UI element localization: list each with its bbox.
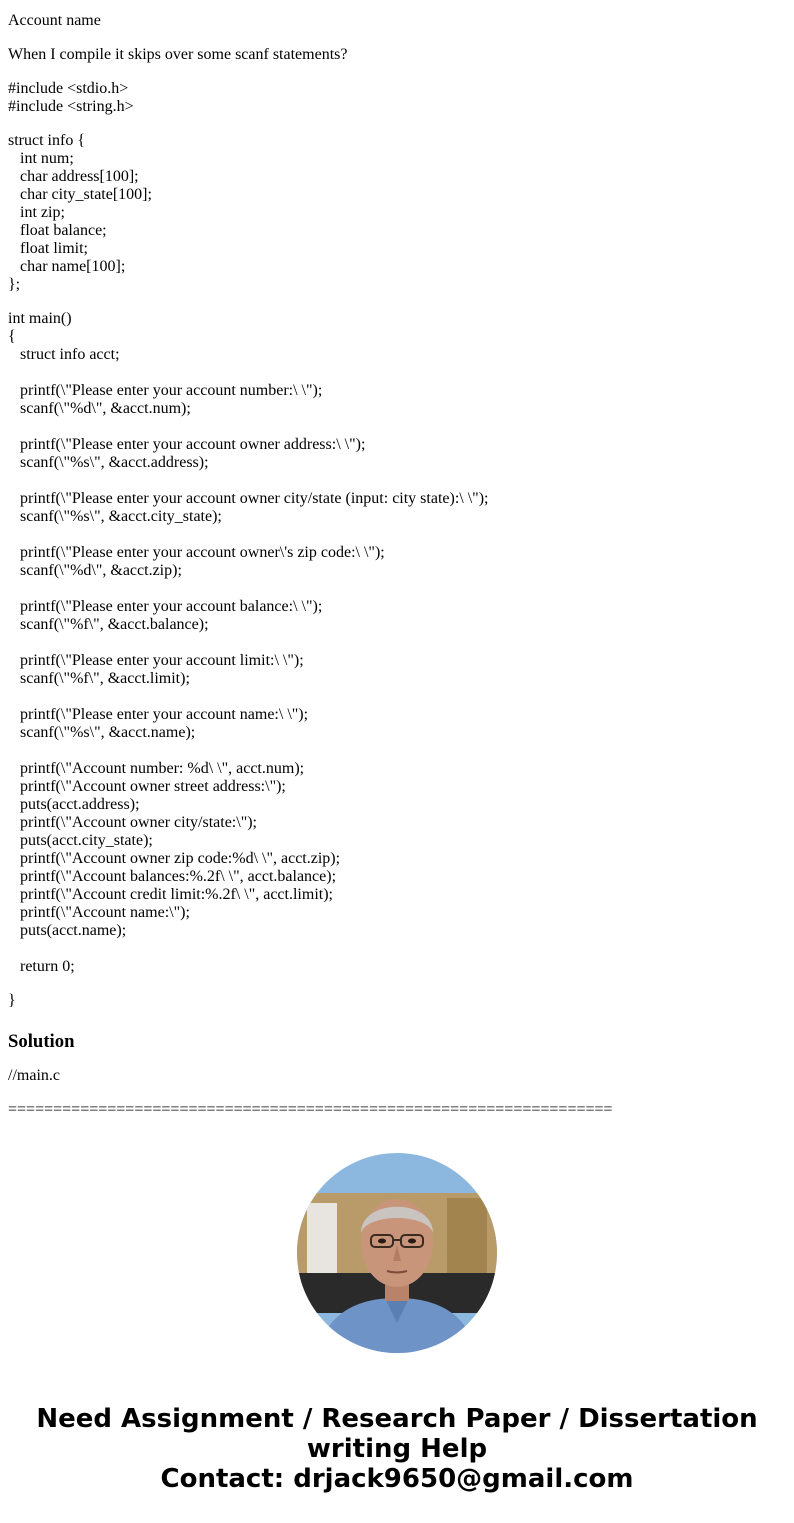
solution-heading: Solution <box>8 1031 75 1052</box>
code-struct: struct info { int num; char address[100]; char city_state[100]; int zip; float balance; float limit; char name[100]; }; <box>8 132 152 293</box>
question-title: Account name <box>8 12 101 29</box>
promo-banner <box>0 1404 794 1494</box>
code-includes: #include <stdio.h> #include <string.h> <box>8 80 134 115</box>
author-photo-icon <box>297 1153 497 1353</box>
code-closing-brace: } <box>8 992 16 1009</box>
promo-line-2: writing Help <box>306 1434 488 1464</box>
question-prompt: When I compile it skips over some scanf statements? <box>8 46 348 63</box>
promo-line-1: Need Assignment / Research Paper / Dissertation <box>36 1404 758 1434</box>
solution-separator: =================================================================== <box>8 1101 613 1118</box>
promo-contact: Contact: drjack9650@gmail.com <box>160 1464 634 1494</box>
code-main: int main() { struct info acct; printf(\"Please enter your account number:\ \"); scanf(\"%d\", &acct.num); printf(\"Please enter your account owner address:\ \"); scanf(\"%s\", &acct.address); printf(\"Please enter your account owner city/state (input: city state):\ \"); scanf(\"%s\", &acct.city_state); printf(\"Please enter your account owner\'s zip code:\ \"); scanf(\"%d\", &acct.zip); printf(\"Please enter your account balance:\ \"); scanf(\"%f\", &acct.balance); printf(\"Please enter your account limit:\ \"); scanf(\"%f\", &acct.limit); printf(\"Please enter your account name:\ \"); scanf(\"%s\", &acct.name); printf(\"Account number: %d\ \", acct.num); printf(\"Account owner street address:\"); puts(acct.address); printf(\"Account owner city/state:\"); puts(acct.city_state); printf(\"Account owner zip code:%d\ \", acct.zip); printf(\"Account balances:%.2f\ \", acct.balance); printf(\"Account credit limit:%.2f\ \", acct.limit); printf(\"Account name:\"); puts(acct.name); return 0; <box>8 310 489 975</box>
author-photo-svg <box>297 1153 497 1353</box>
solution-filename: //main.c <box>8 1067 60 1084</box>
question-content <box>8 12 786 1135</box>
